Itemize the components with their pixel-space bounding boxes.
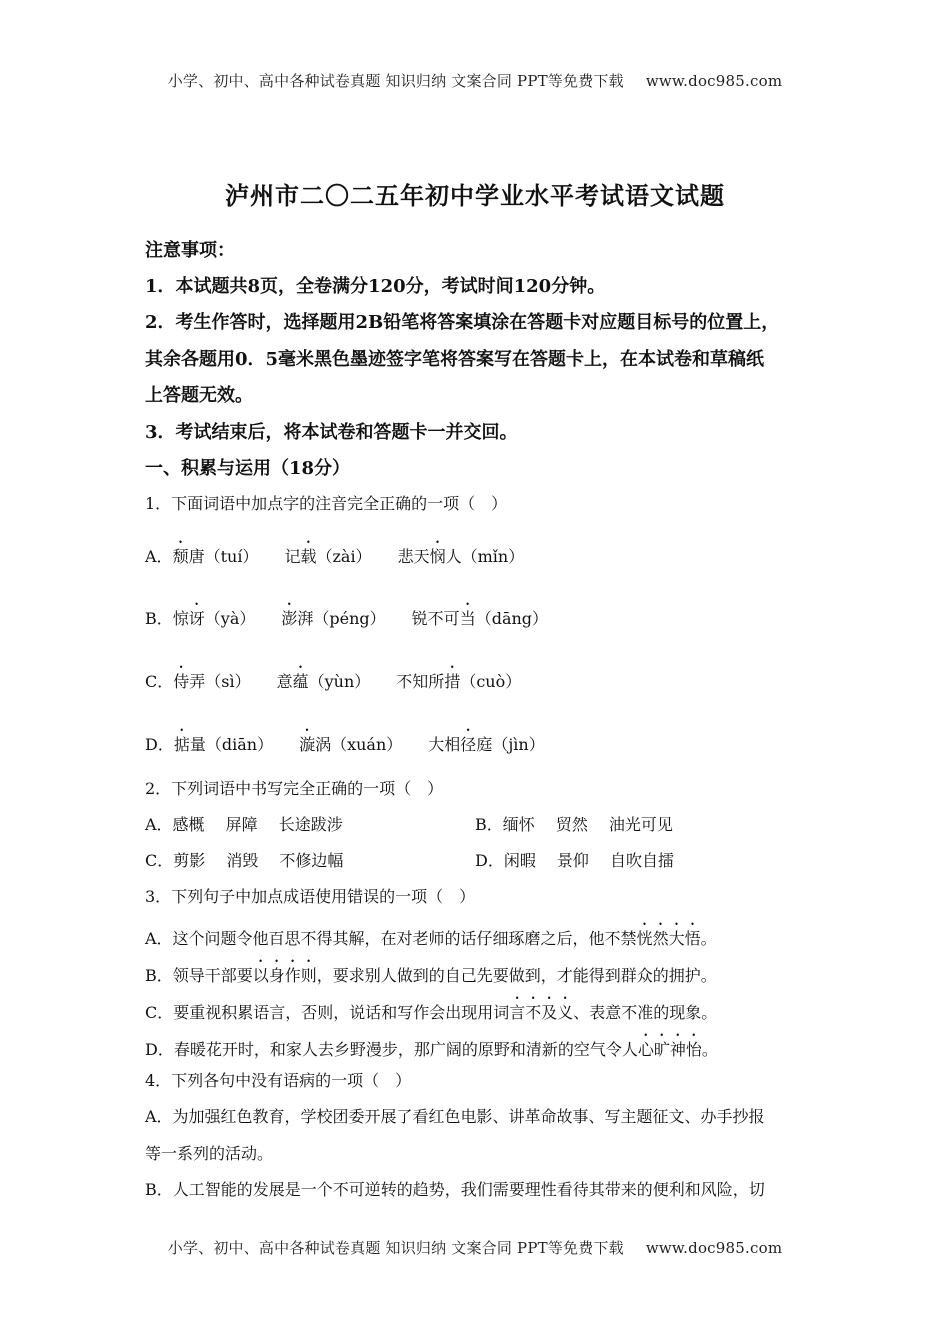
emphasis-char: 讶 bbox=[188, 609, 205, 628]
emphasis-char: 径 bbox=[460, 735, 477, 754]
emphasis-char: 澎 bbox=[281, 609, 298, 628]
q4-option-a-line-2: 等一系列的活动。 bbox=[145, 1144, 274, 1163]
q2-stem: 2．下列词语中书写完全正确的一项（ ） bbox=[145, 779, 444, 798]
q2-option-a: A．感概 屏障 长途跋涉 bbox=[145, 815, 343, 834]
emphasis-char: 当 bbox=[459, 609, 476, 628]
q4-stem: 4．下列各句中没有语病的一项（ ） bbox=[145, 1071, 412, 1090]
q1-option-d: D．掂量（diān） 漩涡（xuán） 大相径庭（jìn） bbox=[145, 735, 545, 754]
q2-option-b: B．缅怀 贸然 油光可见 bbox=[475, 815, 673, 834]
footer-site: www.doc985.com bbox=[645, 1239, 783, 1257]
emphasis-idiom: 恍然大悟 bbox=[636, 929, 701, 948]
emphasis-idiom: 心旷神怡 bbox=[637, 1040, 702, 1059]
header-text: 小学、初中、高中各种试卷真题 知识归纳 文案合同 PPT等免费下载 bbox=[167, 72, 624, 90]
page-footer bbox=[0, 1237, 950, 1258]
emphasis-char: 蕴 bbox=[292, 672, 309, 691]
emphasis-char: 载 bbox=[300, 547, 317, 566]
q1-option-c: C．侍弄（sì） 意蕴（yùn） 不知所措（cuò） bbox=[145, 672, 522, 691]
q2-option-d: D．闲暇 景仰 自吹自擂 bbox=[475, 851, 675, 870]
emphasis-char: 措 bbox=[444, 672, 461, 691]
header-site: www.doc985.com bbox=[645, 72, 783, 90]
emphasis-char: 悯 bbox=[429, 547, 446, 566]
emphasis-char: 掂 bbox=[173, 735, 190, 754]
q4-option-b-line-1: B．人工智能的发展是一个不可逆转的趋势，我们需要理性看待其带来的便利和风险，切 bbox=[145, 1180, 765, 1199]
exam-title: 泸州市二〇二五年初中学业水平考试语文试题 bbox=[225, 181, 725, 210]
notice-item-3: 3．考试结束后，将本试卷和答题卡一并交回。 bbox=[145, 422, 518, 443]
q4-option-a-line-1: A．为加强红色教育，学校团委开展了看红色电影、讲革命故事、写主题征文、办手抄报 bbox=[145, 1107, 765, 1126]
footer-text: 小学、初中、高中各种试卷真题 知识归纳 文案合同 PPT等免费下载 bbox=[167, 1239, 624, 1257]
notice-item-1: 1．本试题共8页，全卷满分120分，考试时间120分钟。 bbox=[145, 276, 606, 297]
q2-option-c: C．剪影 消毁 不修边幅 bbox=[145, 851, 344, 870]
q3-option-b: B．领导干部要以身作则，要求别人做到的自己先要做到，才能得到群众的拥护。 bbox=[145, 966, 717, 985]
page-header bbox=[0, 70, 950, 91]
q1-option-b: B．惊讶（yà） 澎湃（péng） 锐不可当（dāng） bbox=[145, 609, 549, 628]
emphasis-idiom: 言不及义 bbox=[509, 1003, 574, 1022]
emphasis-char: 漩 bbox=[299, 735, 316, 754]
q3-option-a: A．这个问题令他百思不得其解，在对老师的话仔细琢磨之后，他不禁恍然大悟。 bbox=[145, 929, 717, 948]
notice-item-2-line-3: 上答题无效。 bbox=[145, 385, 253, 406]
q3-option-d: D．春暖花开时，和家人去乡野漫步，那广阔的原野和清新的空气令人心旷神怡。 bbox=[145, 1040, 718, 1059]
q3-option-c: C．要重视积累语言，否则，说话和写作会出现用词言不及义、表意不准的现象。 bbox=[145, 1003, 718, 1022]
notice-item-2-line-1: 2．考生作答时，选择题用2B铅笔将答案填涂在答题卡对应题目标号的位置上， bbox=[145, 312, 780, 333]
notice-item-2-line-2: 其余各题用0．5毫米黑色墨迹签字笔将答案写在答题卡上，在本试卷和草稿纸 bbox=[145, 349, 765, 370]
emphasis-char: 颓 bbox=[172, 547, 189, 566]
q1-stem: 1．下面词语中加点字的注音完全正确的一项（ ） bbox=[145, 494, 508, 513]
emphasis-char: 侍 bbox=[173, 672, 190, 691]
notice-heading: 注意事项： bbox=[145, 240, 235, 261]
emphasis-idiom: 以身作则 bbox=[252, 966, 317, 985]
q1-option-a: A．颓唐（tuí） 记载（zài） 悲天悯人（mǐn） bbox=[145, 547, 525, 566]
q3-stem: 3．下列句子中加点成语使用错误的一项（ ） bbox=[145, 887, 476, 906]
section-1-heading: 一、积累与运用（18分） bbox=[145, 458, 351, 479]
